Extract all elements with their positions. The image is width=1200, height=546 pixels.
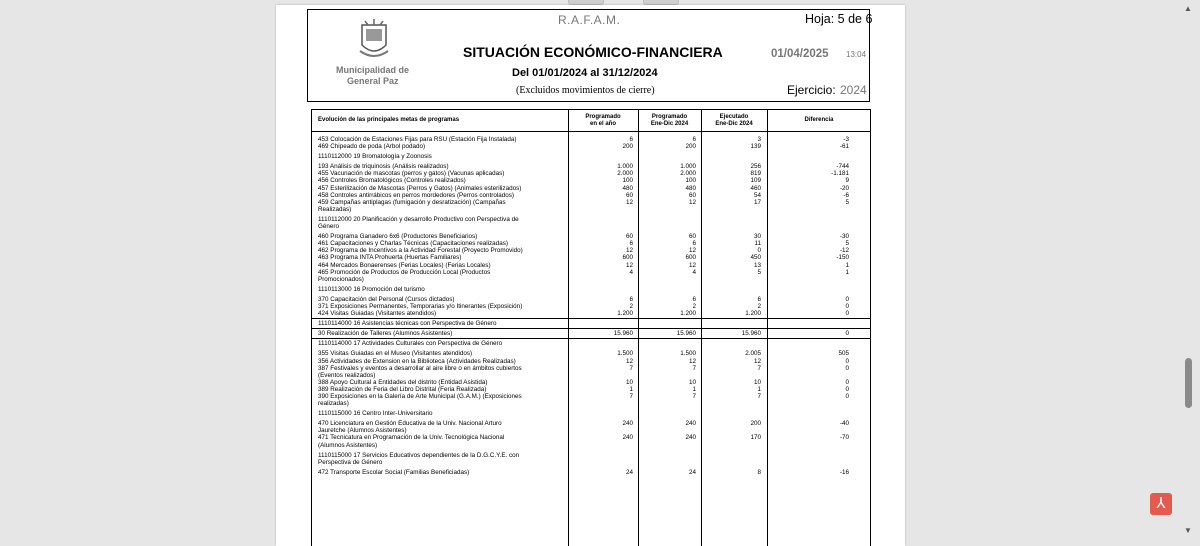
description-line: 459 Campañas antiplagas (fumigación y desratización) (Campañas	[318, 198, 506, 206]
cell-difference: -1.181	[831, 170, 849, 178]
org-name: R.A.F.A.M.	[558, 13, 621, 27]
goal-description	[318, 350, 564, 357]
cell-executed-period: 460	[750, 184, 761, 192]
cell-programmed-year: 240	[622, 434, 633, 442]
cell-executed-period: 17	[753, 198, 761, 206]
cell-programmed-year: 24	[625, 468, 633, 476]
section-title	[318, 320, 578, 327]
cell-executed-period: 2.005	[745, 350, 761, 358]
pdf-icon[interactable]: ⅄	[1150, 493, 1172, 515]
cell-programmed-period: 7	[692, 393, 696, 400]
cell-difference: -150	[836, 254, 849, 262]
table-row	[312, 192, 870, 199]
table-row	[312, 269, 870, 283]
goal-description	[318, 177, 564, 184]
row-separator	[312, 338, 870, 339]
municipality-name-line1: Municipalidad de	[336, 65, 410, 75]
table-row	[312, 434, 870, 448]
description-line: 424 Visitas Guiadas (Visitantes atendidos)	[318, 310, 437, 318]
cell-programmed-period: 12	[688, 247, 696, 255]
cell-programmed-year: 12	[625, 198, 633, 206]
goal-description	[318, 240, 564, 247]
cell-programmed-period: 1.500	[680, 350, 696, 358]
cell-programmed-year: 600	[622, 254, 633, 262]
table-body	[312, 136, 870, 476]
cell-executed-period: 30	[753, 233, 761, 241]
description-line: 356 Actividades de Extension en la Biblioteca (Actividades Realizadas)	[318, 357, 516, 365]
cell-difference: 5	[845, 198, 849, 206]
goal-description	[318, 136, 564, 143]
cell-executed-period: 139	[750, 143, 761, 151]
cell-programmed-period: 12	[688, 357, 696, 365]
cell-executed-period: 450	[750, 254, 761, 262]
cell-programmed-year: 100	[622, 177, 633, 185]
goal-description	[318, 310, 564, 317]
cell-programmed-year: 200	[622, 143, 633, 151]
goal-description	[318, 163, 564, 170]
section-title	[318, 340, 578, 347]
cell-programmed-period: 480	[685, 184, 696, 192]
col-header-executed-period-line1: Ejecutado	[719, 114, 749, 120]
cell-programmed-year: 12	[625, 261, 633, 269]
cell-programmed-year: 6	[629, 240, 633, 248]
goal-description	[318, 199, 564, 213]
cell-programmed-year: 1.500	[617, 350, 633, 358]
cell-difference: 0	[845, 357, 849, 365]
goal-description	[318, 192, 564, 199]
table-row	[312, 386, 870, 393]
goal-description	[318, 269, 564, 283]
cell-programmed-year: 1.000	[617, 163, 633, 171]
cell-programmed-year: 60	[625, 191, 633, 199]
report-time: 13:04	[846, 50, 867, 59]
cell-programmed-period: 12	[688, 198, 696, 206]
col-header-programmed-year-line1: Programado	[585, 114, 621, 120]
goal-description	[318, 393, 564, 407]
description-line: 1110114000 17 Actividades Culturales con Perspectiva de Género	[318, 340, 503, 348]
description-line: 193 Análisis de triquinosis (Análisis realizados)	[318, 163, 449, 171]
cell-executed-period: 10	[753, 378, 761, 386]
report-period: Del 01/01/2024 al 31/12/2024	[512, 67, 658, 79]
table-row	[312, 240, 870, 247]
table-row	[312, 254, 870, 261]
section-title	[318, 216, 578, 230]
cell-difference: -20	[839, 184, 849, 192]
table-row	[312, 233, 870, 240]
table-row	[312, 170, 870, 177]
cell-programmed-year: 4	[629, 268, 633, 276]
description-line: 389 Realización de Feria del Libro Distrital (Feria Realizada)	[318, 385, 487, 393]
description-line: 371 Exposiciones Permanentes, Temporarias y/o Itinerantes (Exposición)	[318, 302, 523, 310]
goal-description	[318, 420, 564, 434]
goal-description	[318, 358, 564, 365]
arrow-up-icon[interactable]: ▲	[1184, 4, 1192, 13]
section-title	[318, 410, 578, 417]
table-row	[312, 420, 870, 434]
page-title: SITUACIÓN ECONÓMICO-FINANCIERA	[463, 44, 723, 60]
section-row	[312, 452, 870, 466]
section-title	[318, 286, 578, 293]
cell-programmed-year: 480	[622, 184, 633, 192]
goal-description	[318, 185, 564, 192]
table-row	[312, 177, 870, 184]
cell-programmed-period: 6	[692, 136, 696, 143]
cell-executed-period: 819	[750, 170, 761, 178]
table-row	[312, 330, 870, 337]
cell-programmed-period: 600	[685, 254, 696, 262]
description-line: 469 Chipeado de poda (Arbol podado)	[318, 143, 426, 151]
cell-programmed-year: 1	[629, 385, 633, 393]
description-line: 30 Realización de Talleres (Alumnos Asistentes)	[318, 330, 453, 338]
cell-executed-period: 2	[757, 302, 761, 310]
cell-executed-period: 6	[757, 295, 761, 303]
vertical-scrollbar-thumb[interactable]	[1185, 358, 1192, 408]
exercise-year: 2024	[840, 83, 867, 97]
cell-programmed-period: 6	[692, 240, 696, 248]
col-header-programmed-period-line2: Ene-Dic 2024	[650, 120, 689, 127]
cell-difference: -40	[839, 420, 849, 428]
description-line: Promocionados)	[318, 275, 364, 283]
cell-difference: 0	[845, 364, 849, 372]
col-header-executed-period	[701, 110, 767, 131]
cell-programmed-year: 240	[622, 420, 633, 428]
table-row	[312, 379, 870, 386]
goal-description	[318, 247, 564, 254]
cell-difference: -12	[839, 247, 849, 255]
cell-difference: 0	[845, 302, 849, 310]
cell-executed-period: 11	[754, 240, 761, 248]
cell-executed-period: 200	[750, 420, 761, 428]
description-line: 1110112000 19 Bromatología y Zoonosis	[318, 153, 432, 161]
municipality-name-line2: General Paz	[347, 76, 399, 86]
goals-table	[311, 109, 871, 546]
cell-programmed-year: 6	[629, 295, 633, 303]
description-line: (Eventos realizados)	[318, 371, 376, 379]
col-header-executed-period-line2: Ene-Dic 2024	[715, 120, 753, 127]
table-row	[312, 310, 870, 317]
description-line: realizadas)	[318, 400, 349, 408]
table-row	[312, 136, 870, 143]
cell-programmed-year: 2	[629, 302, 633, 310]
cell-programmed-period: 7	[692, 364, 696, 372]
description-line: 462 Programa de Incentivos a la Actividad Forestal (Proyecto Promovido)	[318, 247, 523, 255]
cell-executed-period: 256	[750, 163, 761, 171]
report-note: (Excluidos movimientos de cierre)	[516, 85, 655, 96]
cell-programmed-period: 2	[692, 302, 696, 310]
goal-description	[318, 254, 564, 261]
cell-executed-period: 5	[757, 268, 761, 276]
cell-difference: 505	[838, 350, 849, 358]
cell-programmed-year: 6	[629, 136, 633, 143]
report-date: 01/04/2025	[771, 48, 829, 60]
goal-description	[318, 303, 564, 310]
section-row	[312, 410, 870, 417]
description-line: 471 Tecnicatura en Programación de la Univ. Tecnológica Nacional	[318, 434, 505, 442]
cell-programmed-period: 1.200	[680, 310, 696, 318]
cell-difference: 1	[845, 261, 849, 269]
section-row	[312, 340, 870, 347]
cell-programmed-period: 4	[692, 268, 696, 276]
section-row	[312, 286, 870, 293]
goal-description	[318, 469, 564, 476]
table-row	[312, 365, 870, 379]
cell-programmed-period: 60	[688, 233, 696, 241]
description-line: 455 Vacunación de mascotas (perros y gatos) (Vacunas aplicadas)	[318, 170, 505, 178]
description-line: 453 Colocación de Estaciones Fijas para RSU (Estación Fija Instalada)	[318, 136, 517, 143]
sheet-number: Hoja: 5 de 6	[805, 12, 873, 26]
cell-programmed-year: 10	[625, 378, 633, 386]
section-title	[318, 452, 578, 466]
cell-executed-period: 1	[757, 385, 761, 393]
description-line: 1110112000 20 Planificación y desarrollo Productivo con Perspectiva de	[318, 215, 519, 223]
goal-description	[318, 262, 564, 269]
goal-description	[318, 434, 564, 448]
cell-difference: 9	[845, 177, 849, 185]
cell-difference: -16	[839, 468, 849, 476]
exercise-label: Ejercicio:	[787, 83, 836, 97]
cell-programmed-period: 6	[692, 295, 696, 303]
section-row	[312, 153, 870, 160]
table-row	[312, 262, 870, 269]
description-line: 465 Promoción de Productos de Producción Local (Productos	[318, 268, 491, 276]
goal-description	[318, 330, 564, 337]
cell-executed-period: 15.960	[741, 330, 761, 338]
description-line: 461 Capacitaciones y Charlas Técnicas (Capacitaciones realizadas)	[318, 240, 508, 248]
description-line: 456 Controles Bromatológicos (Controles realizados)	[318, 177, 466, 185]
description-line: 1110115000 17 Servicios Educativos dependientes de la D.G.C.Y.E. con	[318, 451, 520, 459]
description-line: 464 Mercados Bonaerenses (Ferias Locales) (Ferias Locales)	[318, 261, 491, 269]
goal-description	[318, 143, 564, 150]
cell-executed-period: 109	[750, 177, 761, 185]
cell-programmed-period: 24	[688, 468, 696, 476]
cell-programmed-period: 15.960	[676, 330, 696, 338]
cell-executed-period: 0	[757, 247, 761, 255]
cell-executed-period: 170	[750, 434, 761, 442]
goal-description	[318, 365, 564, 379]
table-row	[312, 350, 870, 357]
cell-difference: 0	[845, 295, 849, 303]
table-header	[312, 110, 870, 132]
goal-description	[318, 233, 564, 240]
cell-programmed-period: 200	[685, 143, 696, 151]
description-line: 1110114000 16 Asistencias técnicas con Perspectiva de Género	[318, 320, 497, 328]
cell-programmed-period: 60	[688, 191, 696, 199]
cell-programmed-year: 12	[625, 247, 633, 255]
description-line: 370 Capacitación del Personal (Cursos dictados)	[318, 295, 455, 303]
description-line: 388 Apoyo Cultural a Entidades del distrito (Entidad Asistida)	[318, 378, 488, 386]
report-header	[307, 9, 873, 102]
goal-description	[318, 170, 564, 177]
cell-difference: -70	[839, 434, 849, 442]
cell-programmed-year: 60	[625, 233, 633, 241]
col-header-difference: Diferencia	[804, 117, 834, 124]
description-line: 390 Exposiciones en la Galería de Arte Municipal (G.A.M.) (Exposiciones	[318, 393, 522, 400]
goal-description	[318, 379, 564, 386]
cell-programmed-period: 1.000	[680, 163, 696, 171]
pdf-page	[276, 5, 905, 546]
section-row	[312, 320, 870, 327]
section-title	[318, 153, 578, 160]
cell-programmed-period: 10	[688, 378, 696, 386]
cell-executed-period: 12	[753, 357, 761, 365]
description-line: 387 Festivales y eventos a desarrollar al aire libre o en ámbitos cubiertos	[318, 364, 522, 372]
cell-programmed-period: 100	[685, 177, 696, 185]
description-line: 463 Programa INTA Prohuerta (Huertas Familiares)	[318, 254, 462, 262]
cell-difference: 0	[845, 330, 849, 338]
cell-difference: 0	[845, 393, 849, 400]
cell-programmed-period: 240	[685, 434, 696, 442]
cell-programmed-year: 7	[629, 393, 633, 400]
goal-description	[318, 296, 564, 303]
municipal-crest-icon	[358, 17, 390, 61]
col-header-description: Evolución de las principales metas de programas	[318, 117, 460, 124]
col-header-programmed-period-line1: Programado	[651, 114, 688, 120]
description-line: 457 Esterilización de Mascotas (Perros y Gatos) (Animales esterilizados)	[318, 184, 522, 192]
cell-executed-period: 7	[757, 364, 761, 372]
section-row	[312, 216, 870, 230]
row-separator	[312, 318, 870, 319]
cell-difference: 0	[845, 310, 849, 318]
cell-programmed-year: 15.960	[613, 330, 633, 338]
description-line: 355 Visitas Guiadas en el Museo (Visitantes atendidos)	[318, 350, 473, 358]
cell-programmed-year: 2.000	[617, 170, 633, 178]
cell-programmed-year: 1.200	[617, 310, 633, 318]
col-header-programmed-period	[638, 110, 701, 131]
cell-difference: -30	[839, 233, 849, 241]
table-row	[312, 247, 870, 254]
description-line: 460 Programa Ganadero 6x6 (Productores Beneficiarios)	[318, 233, 478, 241]
cell-difference: -744	[836, 163, 849, 171]
cell-executed-period: 8	[757, 468, 761, 476]
col-header-programmed-year-line2: en el año	[589, 120, 616, 127]
cell-difference: -6	[843, 191, 849, 199]
row-separator	[312, 328, 870, 329]
cell-programmed-period: 240	[685, 420, 696, 428]
cell-executed-period: 3	[757, 136, 761, 143]
cell-executed-period: 13	[753, 261, 761, 269]
cell-difference: 0	[845, 378, 849, 386]
cell-programmed-year: 7	[629, 364, 633, 372]
table-row	[312, 393, 870, 407]
table-row	[312, 163, 870, 170]
description-line: 472 Transporte Escolar Social (Familias Beneficiadas)	[318, 468, 470, 476]
cell-programmed-period: 12	[688, 261, 696, 269]
description-line: 1110115000 16 Centro Inter-Universitario	[318, 410, 433, 418]
description-line: 470 Licenciatura en Gestión Educativa de la Univ. Nacional Arturo	[318, 420, 502, 428]
table-row	[312, 143, 870, 150]
cell-executed-period: 7	[757, 393, 761, 400]
col-header-programmed-year	[568, 110, 638, 131]
description-line: Realizadas)	[318, 205, 352, 213]
description-line: Perspectiva de Género	[318, 458, 383, 466]
cell-executed-period: 54	[753, 191, 761, 199]
cell-programmed-year: 12	[625, 357, 633, 365]
table-row	[312, 469, 870, 476]
cell-difference: 0	[845, 385, 849, 393]
cell-programmed-period: 2.000	[680, 170, 696, 178]
description-line: (Alumnos Asistentes)	[318, 441, 378, 449]
cell-difference: 1	[845, 268, 849, 276]
arrow-down-icon[interactable]: ▼	[1184, 526, 1192, 535]
goal-description	[318, 386, 564, 393]
table-row	[312, 185, 870, 192]
table-row	[312, 303, 870, 310]
table-row	[312, 296, 870, 303]
cell-difference: -61	[839, 143, 849, 151]
cell-programmed-period: 1	[692, 385, 696, 393]
description-line: 1110113000 16 Promoción del turismo	[318, 285, 425, 293]
table-row	[312, 199, 870, 213]
cell-executed-period: 1.200	[745, 310, 761, 318]
cell-difference: 5	[845, 240, 849, 248]
description-line: 458 Controles antirrábicos en perros mordedores (Perros controlados)	[318, 191, 514, 199]
description-line: Jauretche (Alumnos Asistentes)	[318, 427, 407, 435]
description-line: Género	[318, 223, 340, 231]
table-row	[312, 358, 870, 365]
cell-difference: -3	[843, 136, 849, 143]
